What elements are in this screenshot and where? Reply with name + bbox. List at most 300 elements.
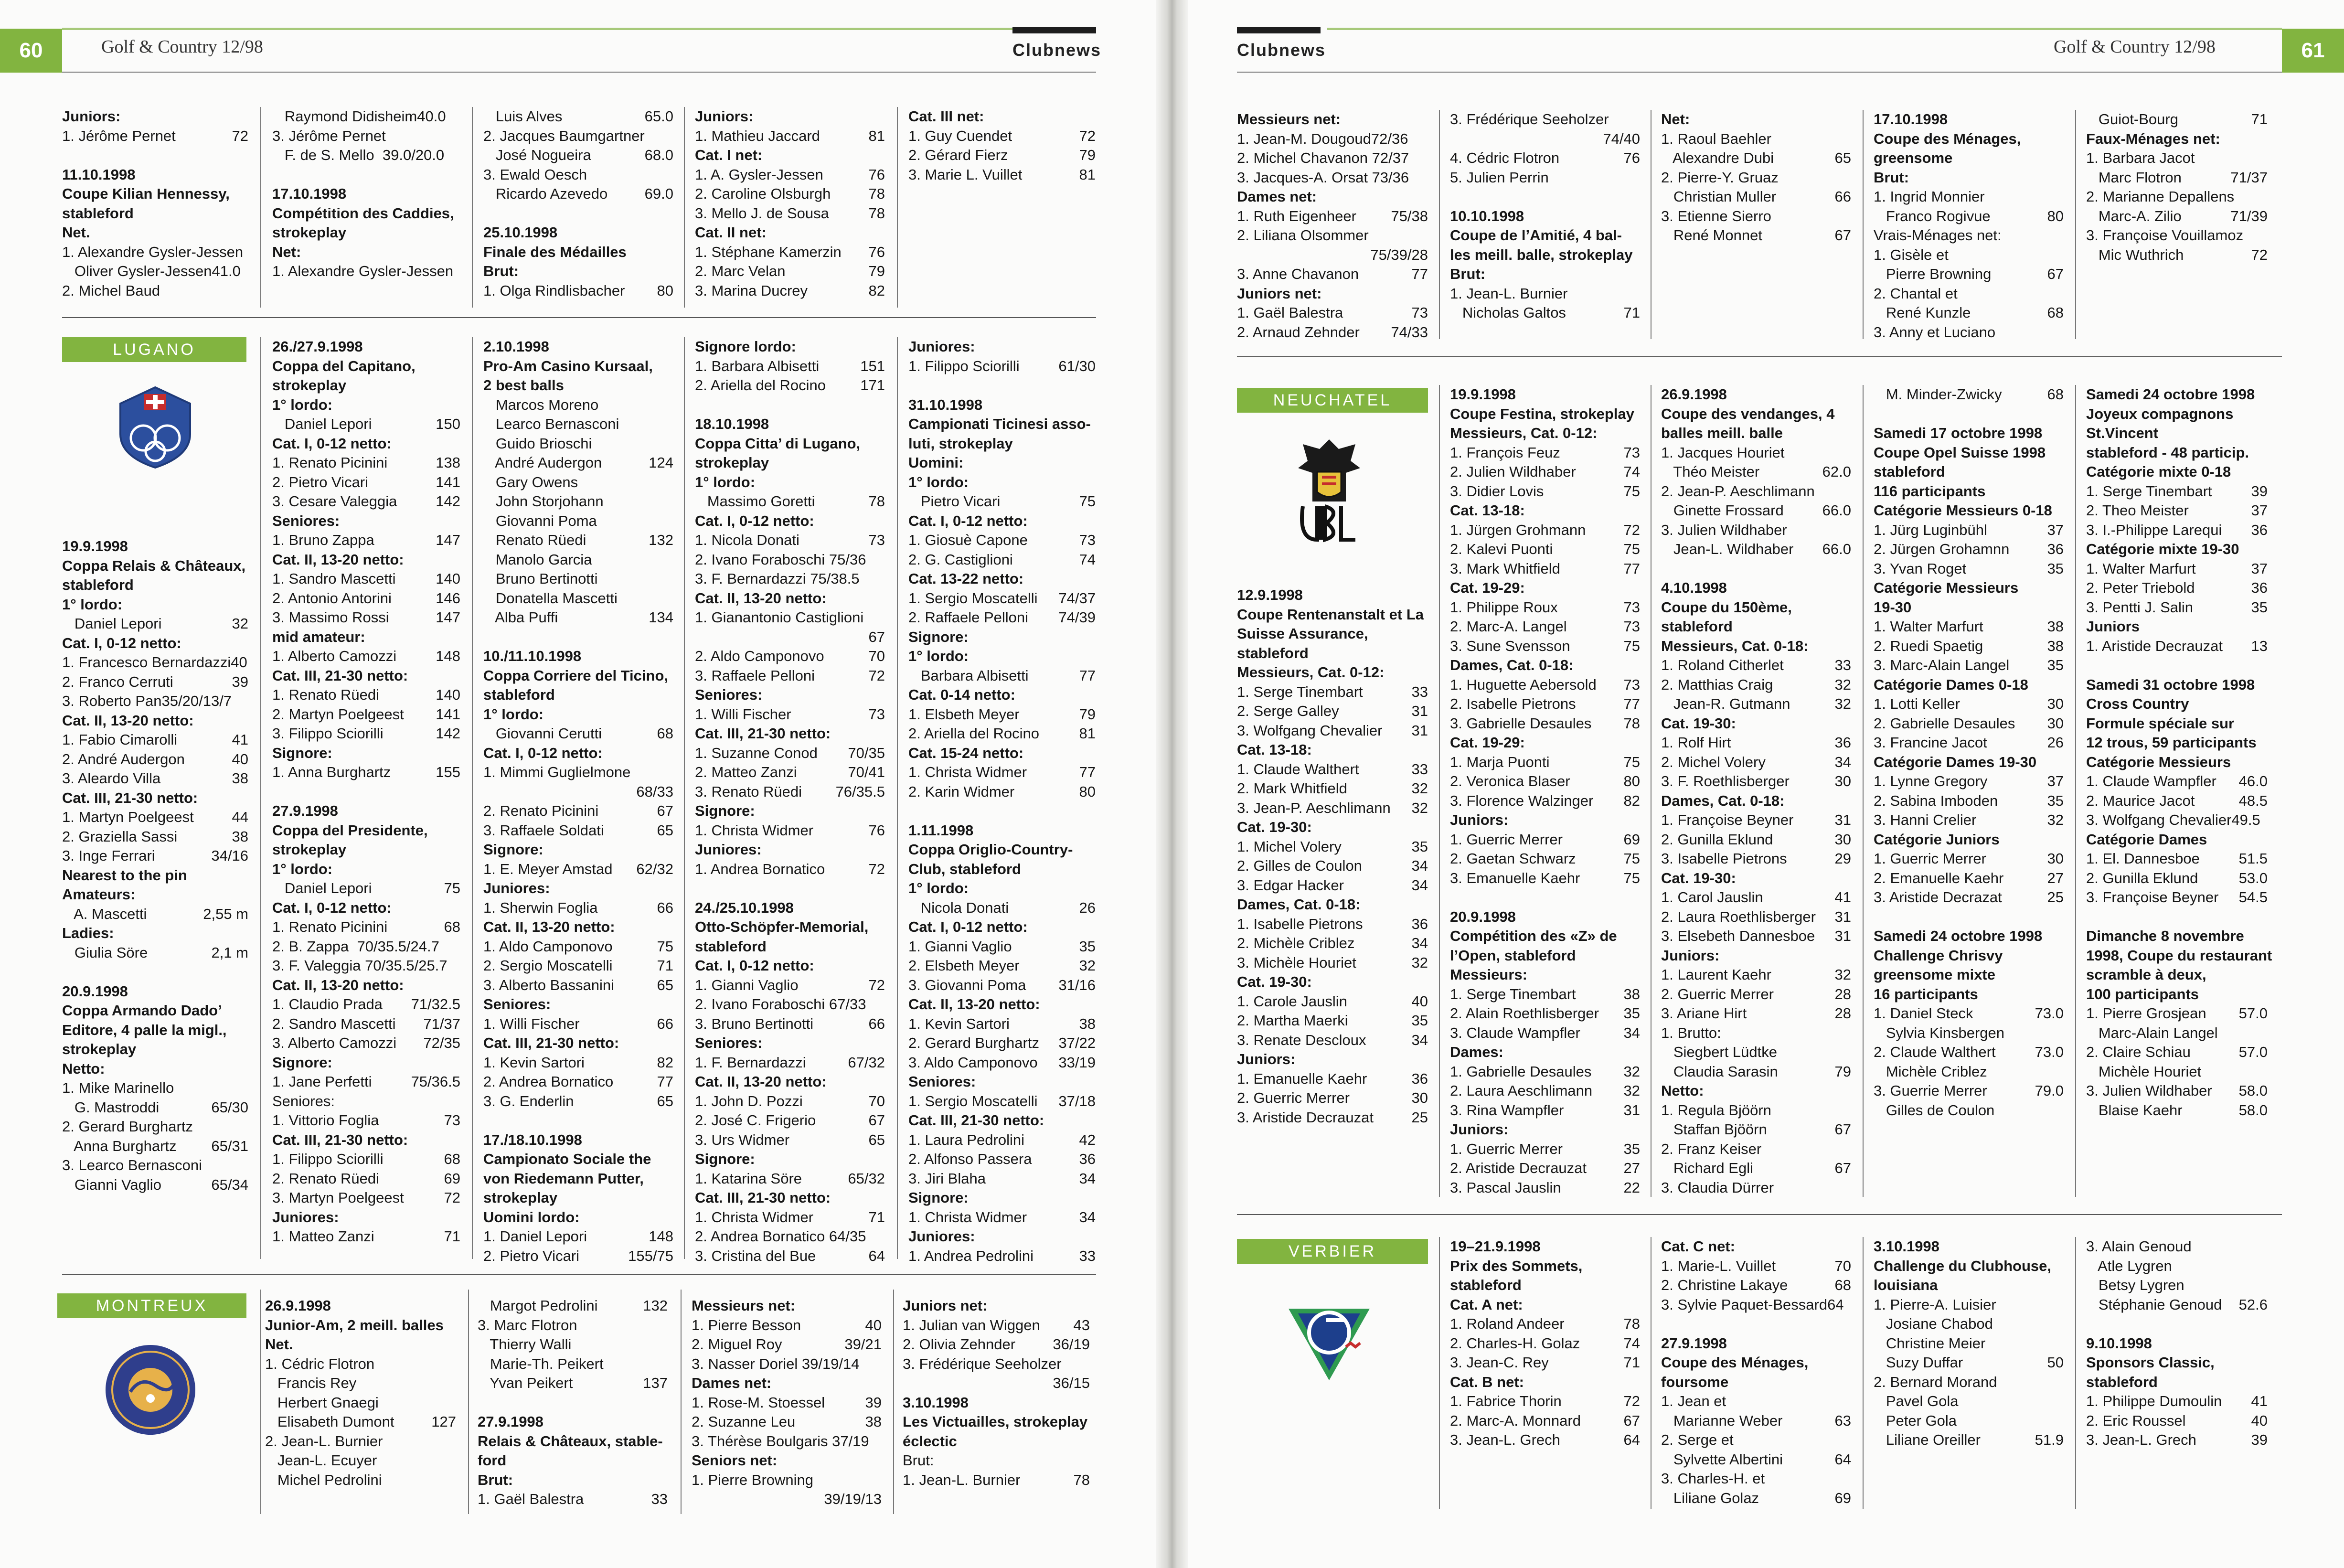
result-text: Cat. I, 0-12 netto: [272,899,392,916]
result-score: 37 [2251,502,2268,519]
results-column [1450,1237,1640,1450]
result-heading [1237,818,1428,837]
result-text: 100 participants [2086,985,2199,1003]
result-score: 40 [2251,1412,2268,1429]
result-score: 65 [1834,149,1851,166]
result-text: 2. Gerard Burghartz [62,1118,193,1135]
result-line [692,1335,882,1355]
result-text: 1° lordo: [272,860,333,877]
result-heading [908,995,1096,1014]
result-heading [1874,443,2064,463]
result-text: Coupe de l’Amitié, 4 bal- [1450,227,1622,244]
result-score: 51.9 [2035,1431,2064,1448]
result-text: 3. Pentti J. Salin [2086,598,2194,616]
results-column [695,107,885,300]
result-line [272,415,460,434]
result-text: 3. Nasser Doriel 39/19/14 [692,1355,860,1372]
result-score: 69 [1623,831,1640,848]
result-heading [272,434,460,454]
result-line [483,976,673,995]
result-heading [272,357,460,376]
result-text: Samedi 24 octobre 1998 [1874,928,2043,944]
result-score: 65.0 [644,108,673,125]
result-line [908,724,1096,744]
result-heading [1874,1237,2064,1257]
result-text: foursome [1661,1373,1729,1390]
result-text: 1. Willi Fischer [483,1015,580,1032]
results-column [1450,110,1640,323]
result-text: 3. Ariane Hirt [1661,1005,1747,1022]
result-heading [908,434,1096,454]
result-text: 2. Laura Roethlisberger [1661,908,1816,925]
result-text: 1. El. Dannesboe [2086,850,2200,867]
result-heading [62,634,248,653]
result-line [272,763,460,782]
result-line [2086,1237,2268,1257]
result-heading [2086,927,2268,946]
result-score: 80 [657,282,673,299]
result-heading [695,840,885,860]
result-score: 68 [657,725,673,742]
magazine-title: Golf & Country 12/98 [2054,37,2216,57]
result-text: 1. Cédric Flotron [265,1355,375,1372]
result-text: 1. Anna Burghartz [272,764,391,780]
result-heading [272,821,460,841]
club-label-neuchatel: NEUCHATEL [1237,388,1428,413]
results-column [483,337,673,1266]
result-text: Juniores: [695,841,762,858]
result-heading [483,1131,673,1150]
result-line [1661,521,1851,540]
result-score: 35 [1623,1005,1640,1022]
result-score: 137 [643,1375,668,1391]
result-line [908,492,1096,512]
result-score: 53.0 [2238,869,2268,886]
result-heading [1661,578,1851,598]
result-text: 1. Marie-L. Vuillet [1661,1257,1776,1274]
result-text: Cat. 19-29: [1450,579,1525,596]
result-line [2086,1004,2268,1024]
result-heading [2086,830,2268,850]
result-score: 26 [1079,899,1096,916]
result-line [908,937,1096,957]
result-line [272,608,460,628]
result-heading [272,976,460,995]
result-text: 3. Thérèse Boulgaris 37/19 [692,1432,869,1450]
result-heading [483,1150,673,1169]
column-divider [1863,1237,1864,1509]
result-text: 1. Vittorio Foglia [272,1112,379,1129]
result-text: Cat. I net: [695,147,763,163]
result-score: 78 [868,493,885,510]
result-text: 3. Renate Descloux [1237,1031,1366,1048]
result-text: 2. Ivano Foraboschi 75/36 [695,551,866,568]
result-line [1661,540,1851,559]
result-line [1661,129,1851,149]
result-score: 34 [1623,1024,1640,1041]
result-line [908,357,1096,376]
column-divider [897,107,898,308]
result-text: 2. Marianne Depallens [2086,188,2235,205]
result-heading [1874,965,2064,985]
result-line [1450,1081,1640,1101]
result-text: Catégorie Messieurs [2086,753,2231,770]
result-text: 26./27.9.1998 [272,338,363,355]
result-text: Ricardo Azevedo [483,185,608,202]
result-heading [1450,811,1640,830]
result-line [62,692,248,711]
result-text: 1. Stéphane Kamerzin [695,243,842,260]
result-text: 1° lordo: [908,648,969,664]
result-line [695,492,885,512]
result-text: 17./18.10.1998 [483,1131,582,1148]
result-text: Michèle Criblez [1874,1063,1987,1080]
result-line [478,1355,668,1374]
result-text: mid amateur: [272,628,365,645]
result-score: 82 [1623,792,1640,809]
result-text: 1. Roland Citherlet [1661,657,1784,673]
result-text: 17.10.1998 [1874,111,1948,128]
result-line [62,1078,248,1098]
result-text: Cat. III, 21-30 netto: [483,1035,619,1051]
result-score: 30 [2047,715,2064,732]
result-text: Netto: [62,1060,105,1077]
result-line [695,763,885,782]
result-text: 1. Guerric Merrer [1874,850,1986,867]
result-score: 69 [1834,1489,1851,1506]
result-text: Seniores: [272,512,340,529]
result-line [272,956,460,976]
result-line [478,1393,668,1413]
result-score: 39 [2251,1431,2268,1448]
result-heading [1237,895,1428,915]
result-score: 66 [1834,188,1851,205]
result-score: 31 [1411,703,1428,719]
result-line [1661,772,1851,791]
result-score: 146 [436,589,460,607]
result-score: 68/33 [636,783,673,800]
result-line [1874,772,2064,791]
result-line [272,165,462,185]
result-line [2086,559,2268,579]
result-text: Coupe Opel Suisse 1998 [1874,444,2046,461]
result-text: 1. Lynne Gregory [1874,773,1988,789]
result-line [272,589,460,608]
result-text: 3. Sune Svensson [1450,637,1570,654]
result-text: 2. Alfonso Passera [908,1151,1032,1167]
result-text: Junior-Am, 2 meill. balles [265,1316,444,1333]
result-heading [265,1316,456,1335]
result-score: 42 [1079,1131,1096,1148]
result-score: 134 [649,609,673,626]
result-text: stableford [1874,463,1945,480]
result-text: Cat. III net: [908,108,984,125]
result-heading [483,262,673,281]
result-line [908,1208,1096,1227]
result-score: 36/19 [1053,1336,1090,1353]
result-heading [908,395,1096,415]
result-text: Catégorie Dames 19-30 [1874,753,2037,770]
result-text: 1. Jean-L. Burnier [1450,285,1568,302]
results-column [908,107,1096,184]
result-line [1237,303,1428,323]
result-text: 1. Guy Cuendet [908,127,1012,144]
result-line [1237,876,1428,896]
result-score: 36 [1411,915,1428,932]
result-heading [2086,405,2268,424]
result-text: Sylvia Kinsbergen [1874,1024,2004,1041]
result-text: 3. Inge Ferrari [62,847,155,864]
result-text: Cat. II net: [695,224,767,241]
result-text: Samedi 17 octobre 1998 [1874,425,2043,441]
result-text: Formule spéciale sur [2086,715,2235,732]
column-divider [1439,385,1440,1197]
result-text: Richard Egli [1661,1160,1753,1176]
result-text: 1. Filippo Sciorilli [908,357,1020,374]
result-score: 75 [444,880,460,896]
result-heading [908,879,1096,898]
result-score: 38 [232,828,248,845]
result-score: 79 [868,263,885,279]
result-text: 3. Hanni Crelier [1874,811,1977,828]
result-heading [1237,624,1428,644]
result-line [692,1412,882,1432]
result-heading [2086,129,2268,149]
result-text: Net. [265,1336,293,1353]
result-text: 2. Gaetan Schwarz [1450,850,1576,867]
result-text: M. Minder-Zwicky [1874,386,2002,403]
result-line [272,995,460,1014]
result-line [1450,1430,1640,1450]
results-column [62,537,248,1195]
result-text: Signore: [695,802,755,819]
result-score: 34/16 [211,847,248,864]
result-line [1661,1392,1851,1411]
result-text: Campionato Sociale the [483,1151,651,1167]
result-text: Juniores: [272,1208,339,1226]
result-score: 75/38 [1391,207,1428,224]
result-text: Cat. 13-18: [1237,741,1312,758]
result-text: 3. Claudia Dürrer [1661,1179,1774,1196]
result-text: 1° lordo: [483,705,544,723]
result-line [1661,1276,1851,1295]
result-line [1661,1101,1851,1120]
result-score: 66 [868,1015,885,1032]
result-line [1661,1295,1851,1315]
result-line [1450,888,1640,907]
result-line [272,782,460,802]
result-text: 2. Guerric Merrer [1661,985,1774,1003]
result-text: 1° lordo: [695,473,756,491]
result-line [1874,1430,2064,1450]
result-text: Daniel Lepori [272,880,372,896]
result-score: 72 [1079,127,1096,144]
result-line [692,1471,882,1490]
page-number: 60 [0,29,62,73]
result-text: Les Victuailles, strokeplay [903,1413,1088,1430]
result-line [2086,1043,2268,1062]
result-heading [2086,946,2272,966]
result-heading [478,1451,668,1471]
result-text: 2.10.1998 [483,338,549,355]
result-score: 72 [444,1189,460,1206]
result-score: 36/15 [1053,1375,1090,1391]
result-line [2086,1411,2268,1431]
result-line [1450,1334,1640,1354]
result-text: Donatella Mascetti [483,589,618,607]
result-score: 57.0 [2238,1005,2268,1022]
result-text: 3. Jérôme Pernet [272,127,386,144]
result-heading [483,840,673,860]
result-heading [695,589,885,608]
result-text: 2. Graziella Sassi [62,828,178,845]
result-text: 1.11.1998 [908,821,974,839]
result-line [1450,129,1640,149]
result-heading [1237,284,1428,304]
result-text: 2. Laura Aeschlimann [1450,1082,1593,1099]
result-text: ford [478,1452,507,1469]
result-heading [483,685,673,705]
result-text: 1. Christa Widmer [695,1208,814,1226]
result-text: 1. Laura Pedrolini [908,1131,1024,1148]
result-text: 1. Michel Volery [1237,838,1342,855]
result-line [1237,683,1428,702]
result-line [903,1316,1090,1335]
result-text: 1. Jean-L. Burnier [903,1471,1021,1488]
result-line [1237,760,1428,779]
result-score: 2,55 m [203,905,248,922]
result-line [272,685,460,705]
result-text: Messieurs, Cat. 0-12: [1237,664,1385,681]
result-text: 1. Claude Walthert [1237,760,1359,778]
result-line [1874,323,2064,342]
result-line [483,146,673,165]
result-heading [1237,110,1428,129]
result-score: 73 [868,532,885,548]
result-heading [1450,405,1640,424]
result-text: Signore: [272,744,332,761]
result-line [483,1247,673,1266]
result-text: Juniors [2086,618,2140,635]
result-score: 73 [1623,676,1640,693]
result-line [2086,656,2268,675]
result-line [1874,385,2064,405]
result-text: 2. Matteo Zanzi [695,764,797,780]
result-text: 1. Pierre Besson [692,1316,801,1333]
result-line [695,243,885,262]
montreux-golf-club-icon [103,1342,198,1438]
result-line [1874,245,2064,265]
result-text: 2. Liliana Olsommer [1237,227,1369,244]
result-line [483,801,673,821]
result-score: 142 [436,725,460,742]
result-text: 10.10.1998 [1450,207,1524,224]
result-text: 2. Marc-A. Monnard [1450,1412,1581,1429]
result-score: 41 [1834,889,1851,906]
result-score: 73 [868,705,885,723]
result-text: Cat. I, 0-12 netto: [272,435,392,452]
result-text: 2. Raffaele Pelloni [908,609,1029,626]
result-line [695,1247,885,1266]
column-divider [1439,110,1440,339]
column-divider [260,337,261,1259]
result-text: 3. F. Bernardazzi 75/38.5 [695,570,860,587]
results-column [695,337,885,1266]
result-text: Seniores: [695,686,763,703]
results-column [2086,385,2272,1120]
result-line [483,165,673,185]
result-line [692,1490,882,1509]
result-line [62,808,248,827]
result-line [908,376,1096,395]
result-score: 32 [1834,676,1851,693]
result-score: 54.5 [2238,889,2268,906]
result-score: 36 [2251,521,2268,538]
result-score: 72/35 [423,1035,460,1051]
result-text: 3. Yvan Roget [1874,560,1967,577]
result-text: Cat. I, 0-12 netto: [62,634,181,651]
result-text: 2. Claude Walthert [1874,1044,1996,1060]
result-line [1450,772,1640,791]
result-text: 25.10.1998 [483,224,558,241]
result-score: 33 [1834,657,1851,673]
result-text: Uomini: [908,454,964,471]
result-heading [908,917,1096,937]
result-score: 33 [651,1491,668,1507]
result-text: Atle Lygren [2086,1257,2172,1274]
result-text: Manolo Garcia [483,551,592,568]
result-text: Coppa del Presidente, [272,821,428,839]
result-text: 1998, Coupe du restaurant [2086,947,2272,964]
result-text: stableford [1450,1277,1522,1293]
result-heading [483,376,673,395]
result-text: 1. Pierre-A. Luisier [1874,1296,1996,1313]
result-heading [695,107,885,127]
result-text: 2. Gunilla Eklund [2086,869,2198,886]
result-text: 19-30 [1874,598,1912,616]
result-text: 1. Nicola Donati [695,532,799,548]
result-score: 36 [1079,1151,1096,1167]
result-text: Samedi 24 octobre 1998 [2086,386,2255,403]
result-text: 1. Kevin Sartori [908,1015,1010,1032]
result-score: 27 [2047,869,2064,886]
result-text: 2. B. Zappa 70/35.5/24.7 [272,938,439,955]
result-line [695,821,885,841]
result-text: Challenge du Clubhouse, [1874,1257,2052,1274]
result-score: 35 [1079,938,1096,955]
result-heading [695,801,885,821]
result-score: 40 [865,1316,882,1333]
result-heading [2086,1334,2268,1354]
result-text: 3. Roberto Pan35/20/13/7 [62,693,232,709]
result-line [1874,888,2064,907]
result-line [1450,791,1640,811]
result-line [908,127,1096,146]
result-heading [2086,540,2268,559]
result-score: 41 [232,731,248,748]
result-score: 73 [1623,444,1640,461]
result-text: Cat. II, 13-20 netto: [695,1073,827,1090]
result-score: 38 [2047,637,2064,654]
result-text: Cat. III, 21-30 netto: [272,667,408,684]
result-score: 38 [865,1413,882,1430]
result-score: 76 [1623,149,1640,166]
result-score: 65 [657,821,673,839]
result-heading [2086,753,2268,772]
result-heading [1450,1276,1640,1295]
result-heading [2086,1353,2268,1373]
result-text: Brut: [483,263,519,279]
